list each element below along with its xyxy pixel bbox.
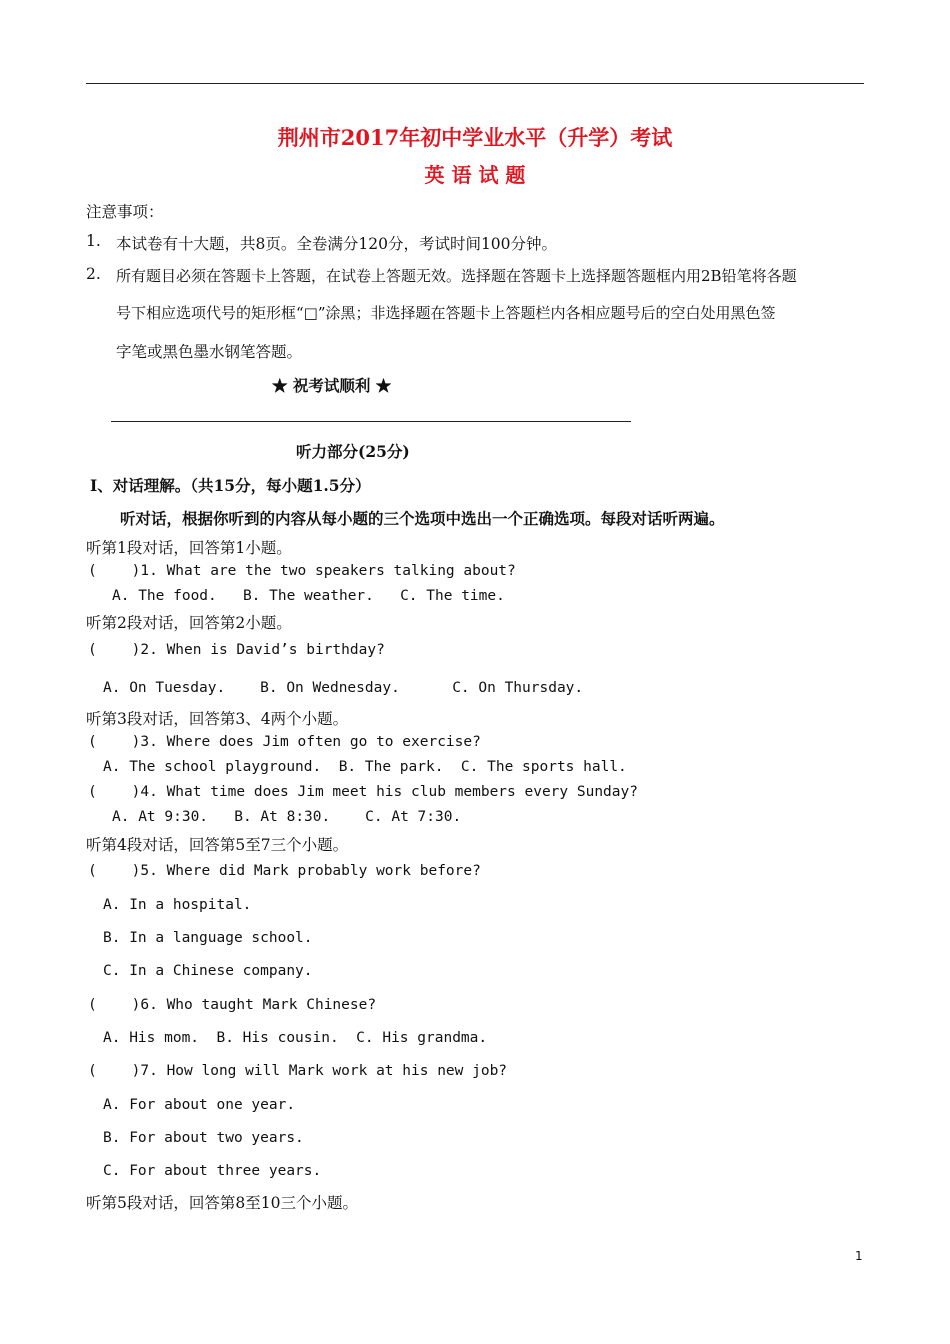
good-luck-wish: ★ 祝考试顺利 ★ <box>272 376 392 395</box>
question-5-option-b: B. In a language school. <box>103 930 313 946</box>
dialogue-4-prompt: 听第4段对话，回答第5至7三个小题。 <box>86 836 349 854</box>
question-1-options: A. The food. B. The weather. C. The time. <box>112 588 505 604</box>
part-one-instruction: 听对话，根据你听到的内容从每小题的三个选项中选出一个正确选项。每段对话听两遍。 <box>120 509 725 528</box>
question-7-option-a: A. For about one year. <box>103 1097 296 1113</box>
question-2-options: A. On Tuesday. B. On Wednesday. C. On Thursday. <box>103 680 584 696</box>
question-7: ( )7. How long will Mark work at his new job? <box>88 1063 508 1079</box>
exam-subtitle: 英 语 试 题 <box>424 163 526 187</box>
question-3: ( )3. Where does Jim often go to exercise? <box>88 734 481 750</box>
dialogue-5-prompt: 听第5段对话，回答第8至10三个小题。 <box>86 1194 358 1212</box>
question-7-option-c: C. For about three years. <box>103 1163 322 1179</box>
top-rule <box>86 83 864 84</box>
section-divider <box>111 421 631 422</box>
notice-item-1: 本试卷有十大题，共8页。全卷满分120分，考试时间100分钟。 <box>116 235 558 253</box>
notice-heading: 注意事项： <box>86 203 164 221</box>
dialogue-2-prompt: 听第2段对话，回答第2小题。 <box>86 614 292 632</box>
question-5: ( )5. Where did Mark probably work before? <box>88 863 481 879</box>
notice-item-2-line-3: 字笔或黑色墨水钢笔答题。 <box>116 343 303 361</box>
question-4-options: A. At 9:30. B. At 8:30. C. At 7:30. <box>112 809 462 825</box>
exam-title: 荆州市2017年初中学业水平（升学）考试 <box>277 125 673 150</box>
question-3-options: A. The school playground. B. The park. C. The sports hall. <box>103 759 627 775</box>
listening-section-title: 听力部分(25分) <box>296 442 410 461</box>
notice-item-2-line-1: 所有题目必须在答题卡上答题，在试卷上答题无效。选择题在答题卡上选择题答题框内用2B铅笔将各题 <box>116 267 797 285</box>
question-6-options: A. His mom. B. His cousin. C. His grandma. <box>103 1030 488 1046</box>
question-5-option-a: A. In a hospital. <box>103 897 252 913</box>
question-4: ( )4. What time does Jim meet his club members every Sunday? <box>88 784 638 800</box>
notice-item-2-number: 2. <box>86 265 101 283</box>
dialogue-1-prompt: 听第1段对话，回答第1小题。 <box>86 539 292 557</box>
question-5-option-c: C. In a Chinese company. <box>103 963 313 979</box>
notice-item-1-number: 1. <box>86 232 101 250</box>
dialogue-3-prompt: 听第3段对话，回答第3、4两个小题。 <box>86 710 349 728</box>
page-number: 1 <box>855 1249 863 1263</box>
question-1: ( )1. What are the two speakers talking about? <box>88 563 516 579</box>
question-6: ( )6. Who taught Mark Chinese? <box>88 997 377 1013</box>
question-7-option-b: B. For about two years. <box>103 1130 304 1146</box>
question-2: ( )2. When is David’s birthday? <box>88 642 385 658</box>
notice-item-2-line-2: 号下相应选项代号的矩形框“□”涂黑；非选择题在答题卡上答题栏内各相应题号后的空白处用黑色签 <box>116 304 776 322</box>
part-one-heading: Ⅰ、对话理解。（共15分，每小题1.5分） <box>90 476 371 495</box>
